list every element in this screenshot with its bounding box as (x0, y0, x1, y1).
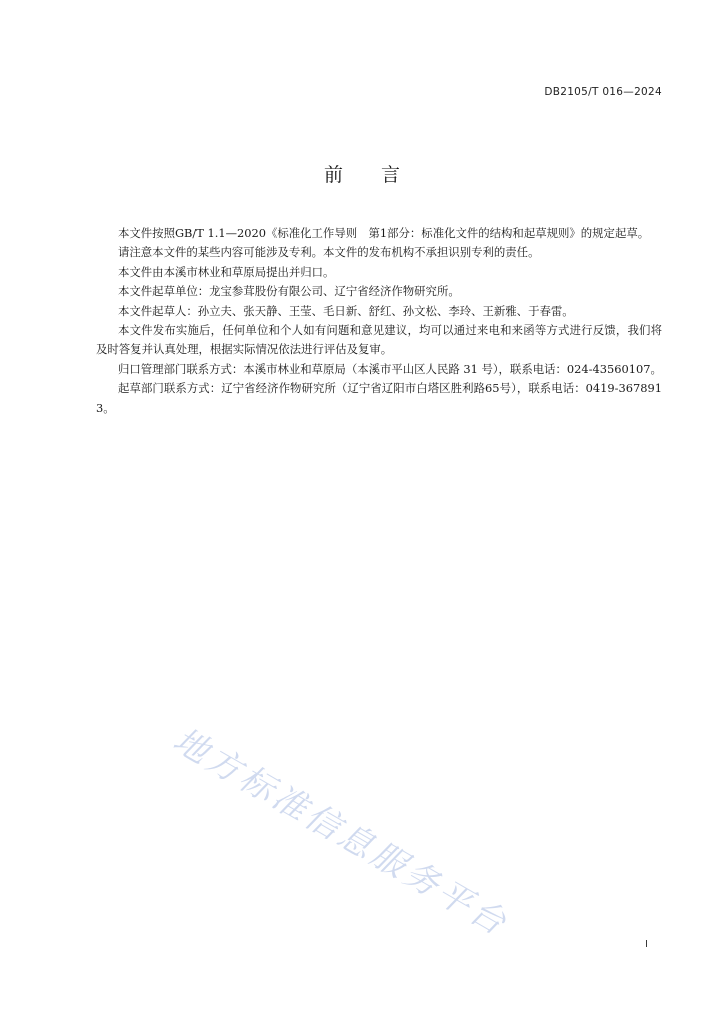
paragraph-feedback: 本文件发布实施后，任何单位和个人如有问题和意见建议，均可以通过来电和来函等方式进行反馈，我们将及时答复并认真处理，根据实际情况依法进行评估及复审。 (96, 323, 662, 357)
paragraph-drafters: 本文件起草人：孙立夫、张天静、王莹、毛日新、舒红、孙文松、李玲、王新雅、于春雷。 (118, 303, 574, 318)
paragraph-drafting-contact: 起草部门联系方式：辽宁省经济作物研究所（辽宁省辽阳市白塔区胜利路65号），联系电话：0419-3678913。 (96, 381, 662, 415)
paragraph-patent-notice: 请注意本文件的某些内容可能涉及专利。本文件的发布机构不承担识别专利的责任。 (118, 245, 540, 260)
paragraph-drafting-units: 本文件起草单位：龙宝参茸股份有限公司、辽宁省经济作物研究所。 (118, 284, 460, 299)
page-number: I (645, 939, 648, 950)
foreword-body (96, 224, 662, 418)
watermark: 地方标准信息服务平台 (166, 720, 516, 945)
paragraph-drafting-rules: 本文件按照GB/T 1.1—2020《标准化工作导则 第1部分：标准化文件的结构和起草规则》的规定起草。 (118, 226, 650, 240)
page-title: 前言 (323, 164, 438, 186)
paragraph-proposer: 本文件由本溪市林业和草原局提出并归口。 (118, 264, 335, 279)
document-code: DB2105/T 016—2024 (544, 86, 662, 98)
paragraph-authority-contact: 归口管理部门联系方式：本溪市林业和草原局（本溪市平山区人民路 31 号），联系电话：024-43560107。 (118, 361, 662, 376)
